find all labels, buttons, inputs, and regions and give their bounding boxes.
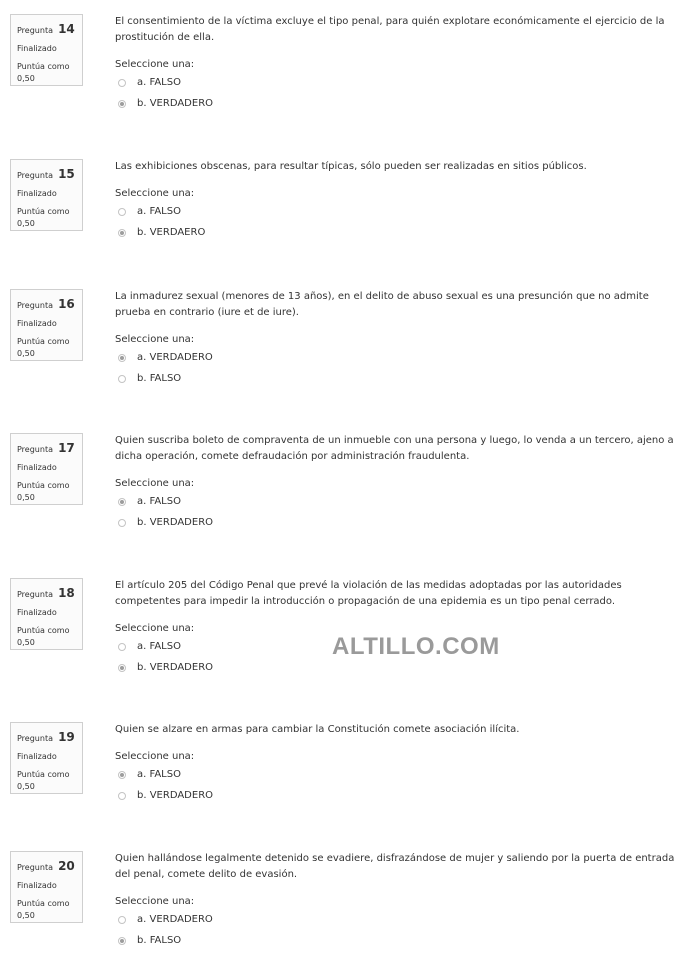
question-label: Pregunta <box>17 734 53 743</box>
grade-value: 0,50 <box>17 218 35 228</box>
radio-selected-icon[interactable] <box>118 771 126 779</box>
question-state: Finalizado <box>17 463 57 473</box>
answer-option[interactable] <box>118 512 675 533</box>
grade-value: 0,50 <box>17 492 35 502</box>
question-number: 15 <box>58 167 75 181</box>
question-state: Finalizado <box>17 319 57 329</box>
select-prompt: Seleccione una: <box>115 334 195 345</box>
answer-option[interactable] <box>118 222 675 243</box>
grade-value: 0,50 <box>17 637 35 647</box>
radio-unselected-icon[interactable] <box>118 519 126 527</box>
radio-selected-icon[interactable] <box>118 354 126 362</box>
select-prompt: Seleccione una: <box>115 751 195 762</box>
radio-unselected-icon[interactable] <box>118 375 126 383</box>
question-heading <box>17 293 82 312</box>
question-label: Pregunta <box>17 301 53 310</box>
question-grade <box>17 61 82 85</box>
answer-options <box>115 491 675 533</box>
question-info-box <box>10 722 83 794</box>
question-text: El consentimiento de la víctima excluye el tipo penal, para quién explotare económicamente el ejercicio de la prostitución de ella. <box>115 16 665 43</box>
answer-options <box>115 764 675 806</box>
question-grade <box>17 336 82 360</box>
question-info-box <box>10 159 83 231</box>
answer-options <box>115 909 675 951</box>
radio-unselected-icon[interactable] <box>118 208 126 216</box>
radio-selected-icon[interactable] <box>118 498 126 506</box>
answer-option[interactable] <box>118 491 675 512</box>
answer-option[interactable] <box>118 93 675 114</box>
answer-option-label: b. VERDADERO <box>137 790 214 801</box>
answer-option-label: b. VERDADERO <box>137 662 214 673</box>
answer-option-label: a. FALSO <box>137 206 181 217</box>
question-info-box <box>10 578 83 650</box>
answer-option-label: b. VERDADERO <box>137 98 214 109</box>
question-number: 16 <box>58 297 75 311</box>
watermark: ALTILLO.COM <box>332 633 500 660</box>
select-prompt: Seleccione una: <box>115 188 195 199</box>
question-label: Pregunta <box>17 863 53 872</box>
answer-option[interactable] <box>118 909 675 930</box>
question-grade <box>17 898 82 922</box>
answer-options <box>115 201 675 243</box>
grade-value: 0,50 <box>17 781 35 791</box>
question-info-box <box>10 851 83 923</box>
grade-label: Puntúa como <box>17 61 70 71</box>
question-state: Finalizado <box>17 189 57 199</box>
answer-option-label: a. FALSO <box>137 496 181 507</box>
grade-label: Puntúa como <box>17 769 70 779</box>
question-grade <box>17 480 82 504</box>
question-heading <box>17 163 82 182</box>
grade-label: Puntúa como <box>17 625 70 635</box>
answer-option-label: a. VERDADERO <box>137 352 213 363</box>
question-grade <box>17 625 82 649</box>
radio-selected-icon[interactable] <box>118 937 126 945</box>
answer-option[interactable] <box>118 764 675 785</box>
question-text: Quien hallándose legalmente detenido se evadiere, disfrazándose de mujer y saliendo por la puerta de entrada del penal, comete delito de evasión. <box>115 853 675 880</box>
select-prompt: Seleccione una: <box>115 478 195 489</box>
question-content <box>115 578 675 678</box>
question-info-box <box>10 14 83 86</box>
grade-label: Puntúa como <box>17 898 70 908</box>
question-label: Pregunta <box>17 26 53 35</box>
question-number: 19 <box>58 730 75 744</box>
radio-unselected-icon[interactable] <box>118 792 126 800</box>
question-state: Finalizado <box>17 881 57 891</box>
answer-option-label: a. VERDADERO <box>137 914 213 925</box>
answer-option[interactable] <box>118 72 675 93</box>
radio-unselected-icon[interactable] <box>118 79 126 87</box>
answer-option-label: b. VERDAERO <box>137 227 206 238</box>
question-info-box <box>10 433 83 505</box>
question-grade <box>17 206 82 230</box>
answer-option-label: b. VERDADERO <box>137 517 214 528</box>
question-heading <box>17 582 82 601</box>
question-content <box>115 159 675 243</box>
answer-option-label: a. FALSO <box>137 641 181 652</box>
answer-option-label: b. FALSO <box>137 373 182 384</box>
question-text: Quien se alzare en armas para cambiar la Constitución comete asociación ilícita. <box>115 724 520 735</box>
question-number: 18 <box>58 586 75 600</box>
question-number: 17 <box>58 441 75 455</box>
question-label: Pregunta <box>17 445 53 454</box>
answer-option[interactable] <box>118 785 675 806</box>
grade-value: 0,50 <box>17 910 35 920</box>
answer-option[interactable] <box>118 201 675 222</box>
question-text: Las exhibiciones obscenas, para resultar típicas, sólo pueden ser realizadas en sitios públicos. <box>115 161 587 172</box>
question-heading <box>17 726 82 745</box>
radio-unselected-icon[interactable] <box>118 916 126 924</box>
radio-selected-icon[interactable] <box>118 229 126 237</box>
answer-options <box>115 72 675 114</box>
answer-option[interactable] <box>118 930 675 951</box>
radio-selected-icon[interactable] <box>118 664 126 672</box>
select-prompt: Seleccione una: <box>115 623 195 634</box>
answer-option[interactable] <box>118 347 675 368</box>
question-content <box>115 14 675 114</box>
answer-option-label: a. FALSO <box>137 769 181 780</box>
question-content <box>115 433 675 533</box>
question-number: 14 <box>58 22 75 36</box>
question-text: Quien suscriba boleto de compraventa de un inmueble con una persona y luego, lo venda a un tercero, ajeno a dicha operación, comete defraudación por administración fraudulenta. <box>115 435 674 462</box>
question-heading <box>17 18 82 37</box>
question-state: Finalizado <box>17 44 57 54</box>
radio-selected-icon[interactable] <box>118 100 126 108</box>
question-text: El artículo 205 del Código Penal que prevé la violación de las medidas adoptadas por las autoridades competentes para impedir la introducción o propagación de una epidemia es un tipo penal cerrado. <box>115 580 622 607</box>
answer-options <box>115 347 675 389</box>
radio-unselected-icon[interactable] <box>118 643 126 651</box>
grade-label: Puntúa como <box>17 336 70 346</box>
grade-value: 0,50 <box>17 73 35 83</box>
grade-label: Puntúa como <box>17 480 70 490</box>
question-label: Pregunta <box>17 171 53 180</box>
grade-value: 0,50 <box>17 348 35 358</box>
question-text: La inmadurez sexual (menores de 13 años), en el delito de abuso sexual es una presunción que no admite prueba en contrario (iure et de iure). <box>115 291 649 318</box>
question-grade <box>17 769 82 793</box>
question-state: Finalizado <box>17 608 57 618</box>
select-prompt: Seleccione una: <box>115 59 195 70</box>
question-number: 20 <box>58 859 75 873</box>
question-label: Pregunta <box>17 590 53 599</box>
select-prompt: Seleccione una: <box>115 896 195 907</box>
question-heading <box>17 437 82 456</box>
answer-option-label: b. FALSO <box>137 935 182 946</box>
question-content <box>115 851 675 951</box>
question-content <box>115 722 675 806</box>
grade-label: Puntúa como <box>17 206 70 216</box>
question-info-box <box>10 289 83 361</box>
question-content <box>115 289 675 389</box>
answer-option-label: a. FALSO <box>137 77 181 88</box>
question-heading <box>17 855 82 874</box>
question-state: Finalizado <box>17 752 57 762</box>
answer-option[interactable] <box>118 368 675 389</box>
